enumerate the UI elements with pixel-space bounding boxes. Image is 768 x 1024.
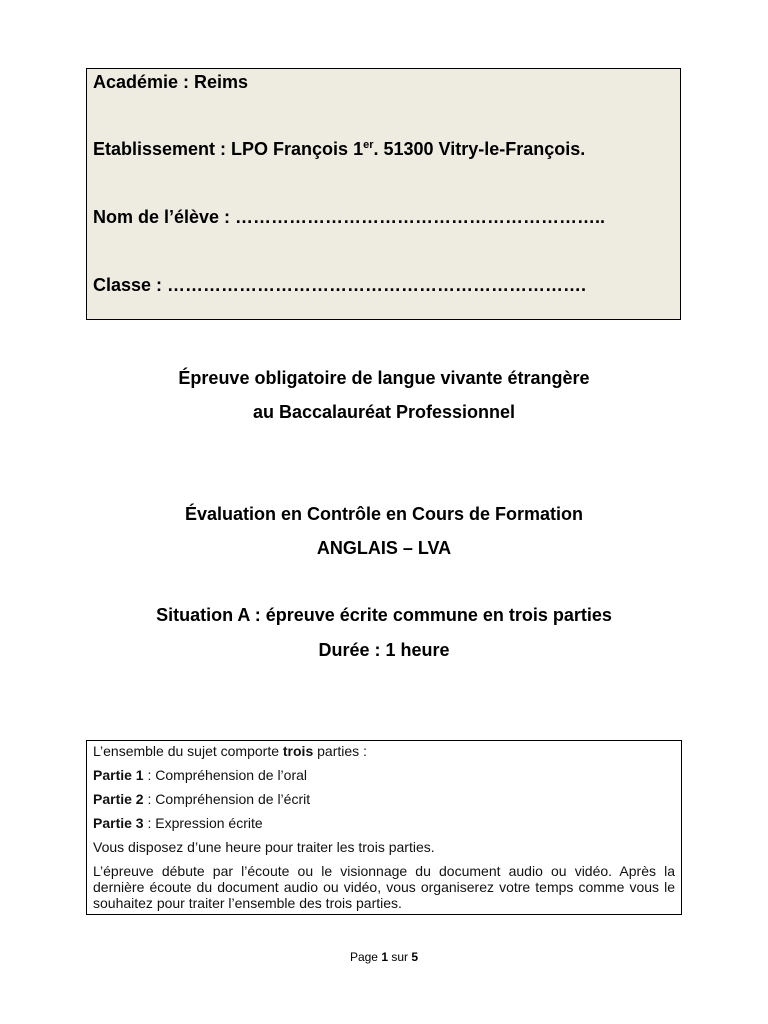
duration-paragraph: Vous disposez d’une heure pour traiter les trois parties. bbox=[93, 839, 435, 855]
page-number bbox=[0, 950, 768, 964]
instructions-paragraph: L’épreuve débute par l’écoute ou le visionnage du document audio ou vidéo. Après la dernière écoute du document audio ou vidéo, vous organiserez votre temps comme vous le souhaitez pour traiter l’ensemble des trois parties. bbox=[93, 863, 675, 911]
exam-title-line2: au Baccalauréat Professionnel bbox=[252, 402, 516, 422]
instructions-box bbox=[86, 740, 682, 915]
etablissement-line bbox=[93, 139, 585, 160]
evaluation-line2: ANGLAIS – LVA bbox=[316, 538, 452, 558]
intro-paragraph bbox=[93, 743, 675, 759]
page-total: 5 bbox=[411, 950, 419, 964]
identification-box bbox=[86, 68, 681, 320]
page-current: 1 bbox=[381, 950, 388, 964]
duration-line: Durée : 1 heure bbox=[318, 640, 450, 660]
part-1-label: Partie 1 bbox=[93, 767, 144, 783]
part-3-label: Partie 3 bbox=[93, 815, 144, 831]
part-2-text: : Compréhension de l’écrit bbox=[143, 791, 311, 807]
part-3 bbox=[93, 815, 675, 831]
evaluation-line1: Évaluation en Contrôle en Cours de Formation bbox=[184, 504, 584, 524]
class-line: Classe : ……………………………………………………………. bbox=[93, 275, 587, 295]
situation-line: Situation A : épreuve écrite commune en trois parties bbox=[156, 605, 612, 625]
intro-suffix: parties : bbox=[313, 743, 367, 759]
intro-bold: trois bbox=[282, 743, 314, 759]
page-separator: sur bbox=[388, 950, 412, 964]
part-2 bbox=[93, 791, 675, 807]
student-name-line: Nom de l’élève : …………………………………………………….. bbox=[93, 207, 606, 227]
page-label: Page bbox=[349, 950, 382, 964]
part-3-text: : Expression écrite bbox=[143, 815, 263, 831]
etablissement-suffix: . 51300 Vitry-le-François. bbox=[373, 139, 586, 159]
part-1-text: : Compréhension de l’oral bbox=[143, 767, 308, 783]
etablissement-superscript: er bbox=[363, 139, 374, 151]
intro-prefix: L’ensemble du sujet comporte bbox=[93, 743, 283, 759]
exam-title-line1: Épreuve obligatoire de langue vivante étrangère bbox=[178, 368, 590, 388]
part-2-label: Partie 2 bbox=[93, 791, 144, 807]
etablissement-prefix: Etablissement : LPO François 1 bbox=[93, 139, 364, 159]
academie-line: Académie : Reims bbox=[93, 72, 249, 92]
part-1 bbox=[93, 767, 675, 783]
